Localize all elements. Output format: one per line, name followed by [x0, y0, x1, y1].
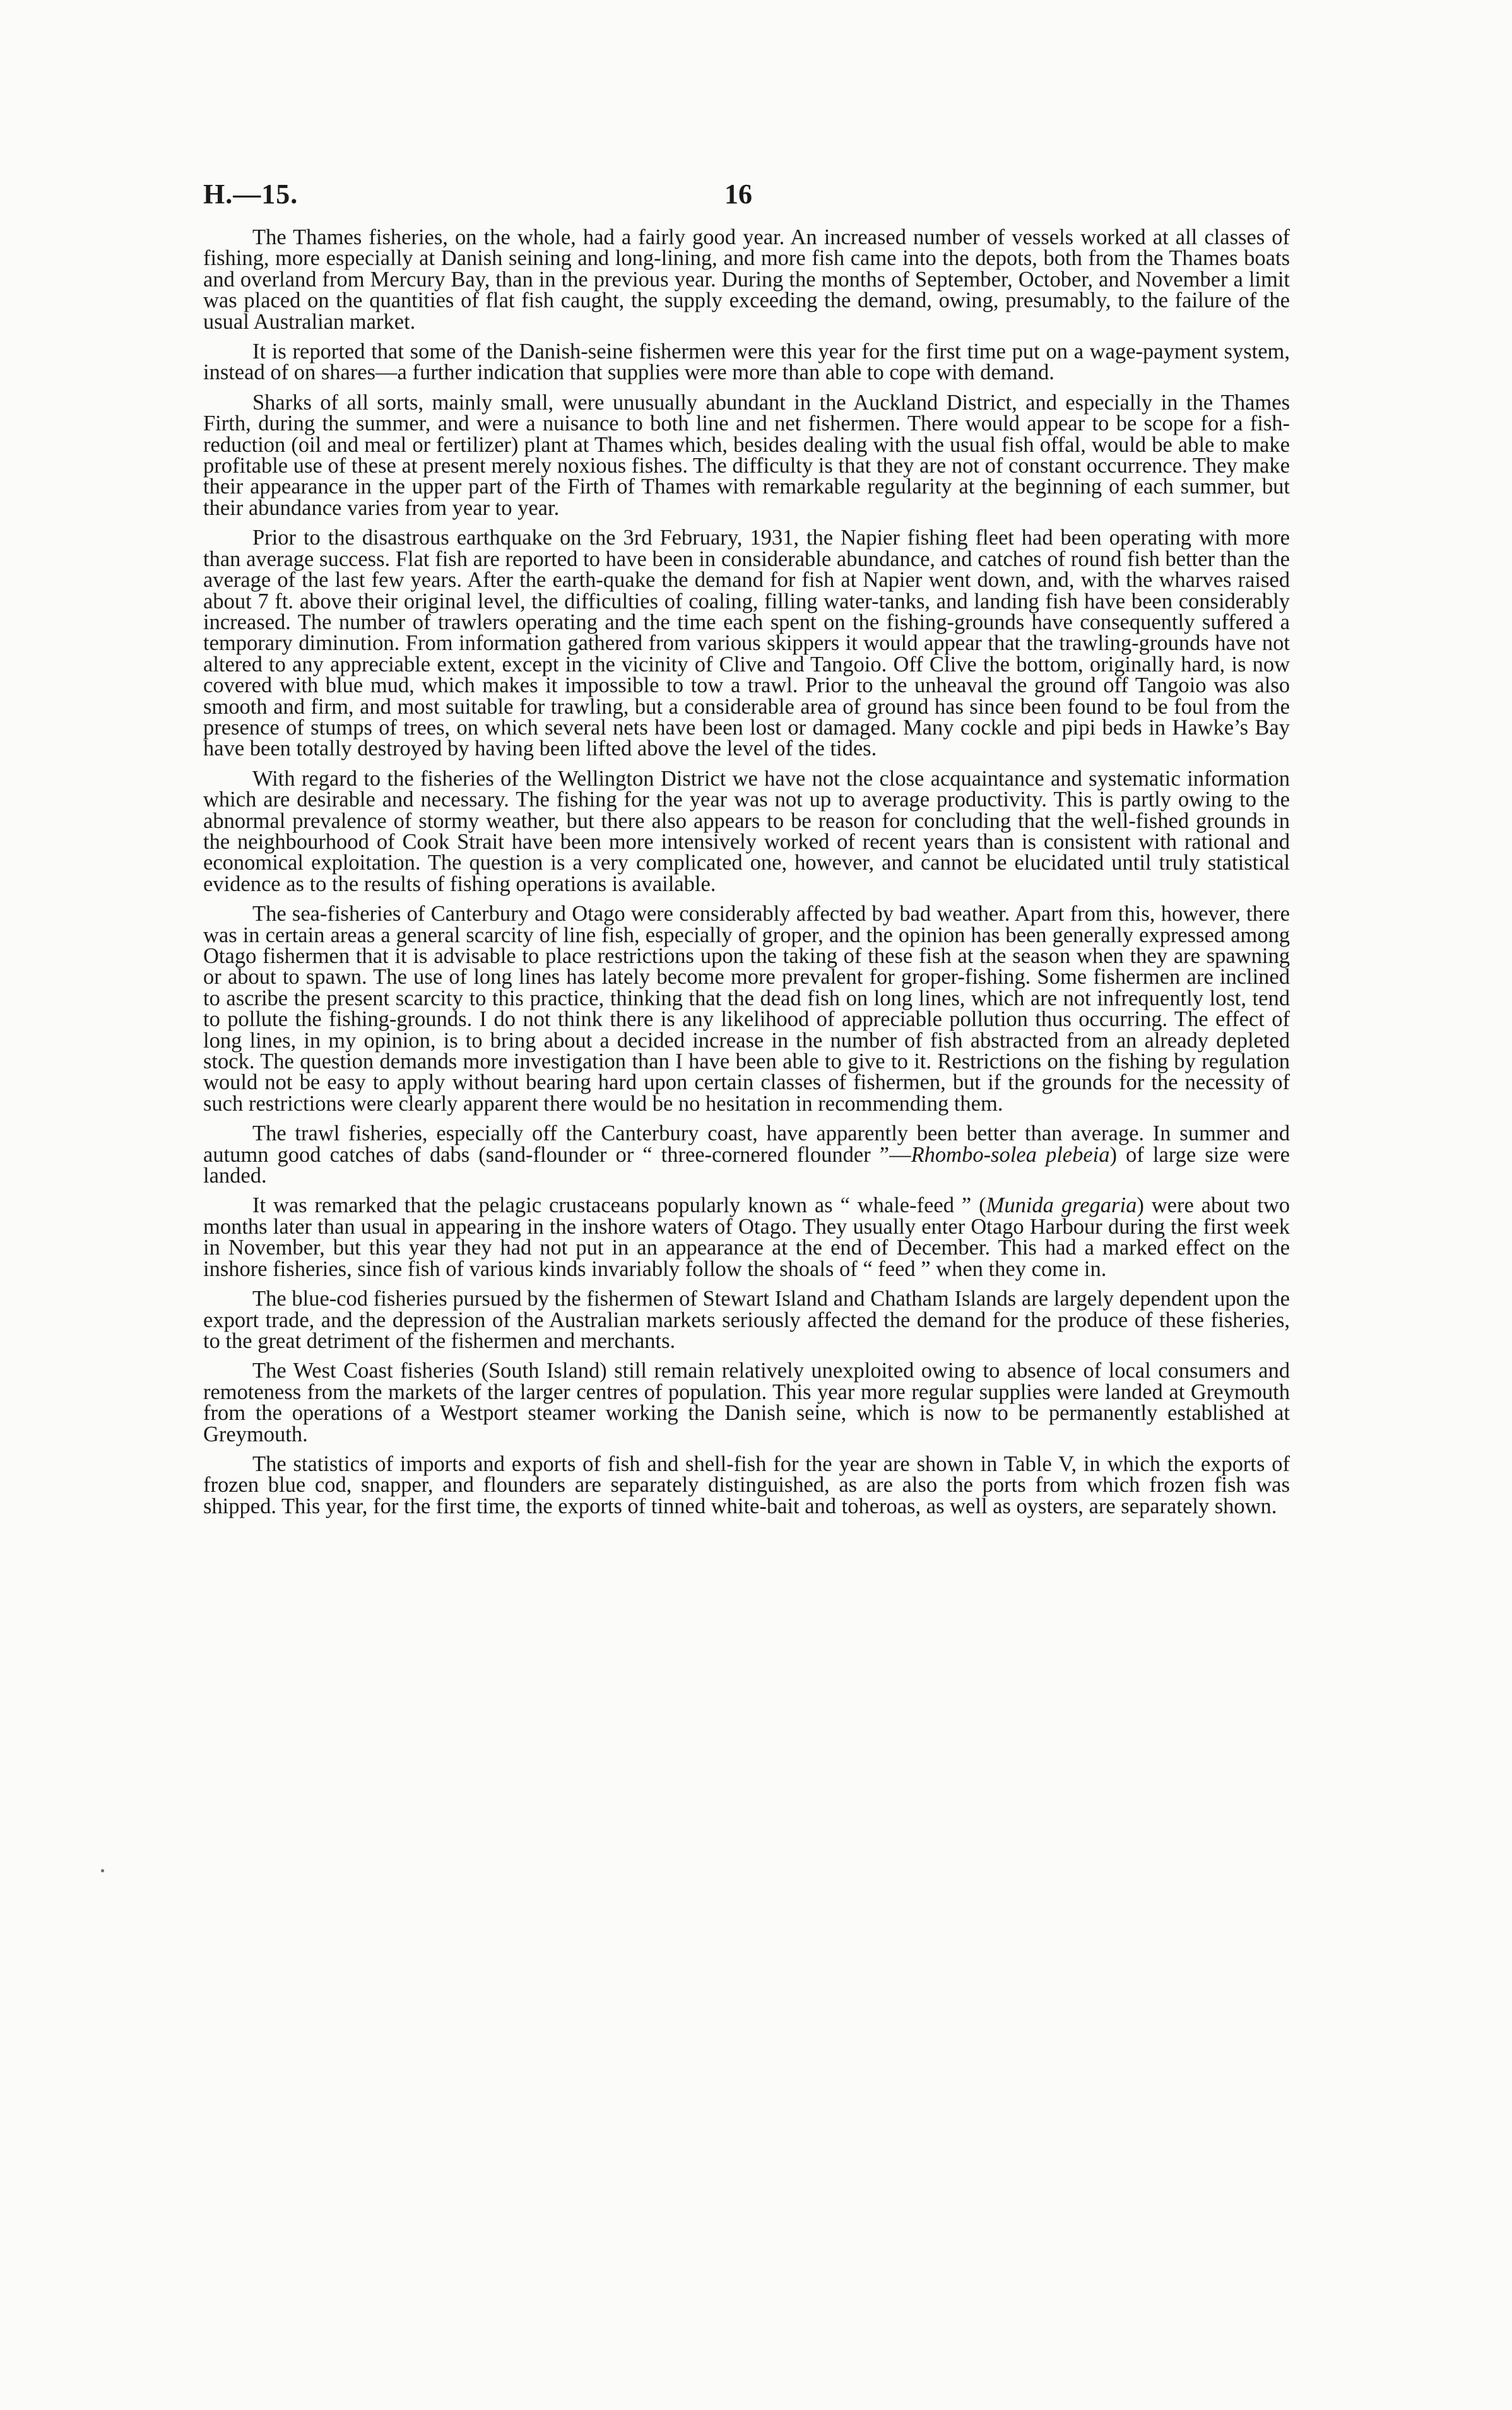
paragraph-west-coast: The West Coast fisheries (South Island) still remain relatively unexploited owing to absence of local consumers and remoteness from the markets of the larger centres of population. This year more regular supplies were landed at Greymouth from the operations of a Westport steamer working the Danish seine, which is now to be permanently established at Greymouth.	[203, 1359, 1290, 1446]
paragraph-whale-feed	[203, 1195, 1290, 1280]
paragraph-danish-seine-wages: It is reported that some of the Danish-seine fishermen were this year for the first time put on a wage-payment system, instead of on shares—a further indication that supplies were more than able to cope with demand.	[203, 340, 1290, 385]
paragraph-trawl-fisheries	[203, 1123, 1290, 1186]
paragraph-blue-cod: The blue-cod fisheries pursued by the fishermen of Stewart Island and Chatham Islands are largely dependent upon the export trade, and the depression of the Australian markets seriously affected the demand for the produce of these fisheries, to the great detriment of the fishermen and merchants.	[203, 1287, 1290, 1353]
paragraph-wellington-district: With regard to the fisheries of the Wellington District we have not the close acquaintance and systematic information which are desirable and necessary. The fishing for the year was not up to average productivity. This is partly owing to the abnormal prevalence of stormy weather, but there also appears to be reason for concluding that the well-fished grounds in the neighbourhood of Cook Strait have been more intensively worked of recent years than is consistent with rational and economical exploitation. The question is a very complicated one, however, and cannot be elucidated until truly statistical evidence as to the results of fishing operations is available.	[203, 766, 1290, 896]
paragraph-statistics: The statistics of imports and exports of fish and shell-fish for the year are shown in Table V, in which the exports of frozen blue cod, snapper, and flounders are separately distinguished, as are also the ports from which frozen fish was shipped. This year, for the first time, the exports of tinned white-bait and toheroas, as well as oysters, are separately shown.	[203, 1451, 1290, 1518]
margin-speck	[101, 1869, 104, 1872]
species-name: Munida gregaria	[986, 1193, 1137, 1218]
paragraph-text: The trawl fisheries, especially off the Canterbury coast, have apparently been better than average. In summer and autumn good catches of dabs (sand-flounder or “ three-cornered flounder ”—	[203, 1121, 1290, 1167]
page-number: 16	[724, 179, 752, 210]
paragraph-sharks: Sharks of all sorts, mainly small, were unusually abundant in the Auckland District, and especially in the Thames Firth, during the summer, and were a nuisance to both line and net fishermen. There would appear to be scope for a fish-reduction (oil and meal or fertilizer) plant at Thames which, besides dealing with the usual fish offal, would be able to make profitable use of these at present merely noxious fishes. The difficulty is that they are not of constant occurrence. They make their appearance in the upper part of the Firth of Thames with remarkable regularity at the beginning of each summer, but their abundance varies from year to year.	[203, 390, 1290, 520]
report-code: H.—15.	[203, 179, 298, 210]
paragraph-text: ) were about two months later than usual in appearing in the inshore waters of Otago. They usually enter Otago Harbour during the first week in November, but this year they had not put in an appearance at the end of December. This had a marked effect on the inshore fisheries, since fish of various kinds invariably follow the shoals of “ feed ” when they come in.	[203, 1193, 1290, 1281]
paragraph-napier-earthquake: Prior to the disastrous earthquake on the 3rd February, 1931, the Napier fishing fleet had been operating with more than average success. Flat fish are reported to have been in considerable abundance, and catches of round fish better than the average of the last few years. After the earth-quake the demand for fish at Napier went down, and, with the wharves raised about 7 ft. above their original level, the difficulties of coaling, filling water-tanks, and landing fish have been considerably increased. The number of trawlers operating and the time each spent on the fishing-grounds have consequently suffered a temporary diminution. From information gathered from various skippers it would appear that the trawling-grounds have not altered to any appreciable extent, except in the vicinity of Clive and Tangoio. Off Clive the bottom, originally hard, is now covered with blue mud, which makes it impossible to tow a trawl. Prior to the unheaval the ground off Tangoio was also smooth and firm, and most suitable for trawling, but a considerable area of ground has since been found to be foul from the presence of stumps of trees, on which several nets have been lost or damaged. Many cockle and pipi beds in Hawke’s Bay have been totally destroyed by having been lifted above the level of the tides.	[203, 526, 1290, 761]
paragraph-text: ) of large size were landed.	[203, 1142, 1290, 1188]
paragraph-thames-fisheries: The Thames fisheries, on the whole, had a fairly good year. An increased number of vessels worked at all classes of fishing, more especially at Danish seining and long-lining, and more fish came into the depots, both from the Thames boats and overland from Mercury Bay, than in the previous year. During the months of September, October, and November a limit was placed on the quantities of flat fish caught, the supply exceeding the demand, owing, presumably, to the failure of the usual Australian market.	[203, 225, 1290, 334]
body-text	[203, 227, 1290, 1526]
paragraph-canterbury-otago: The sea-fisheries of Canterbury and Otago were considerably affected by bad weather. Apart from this, however, there was in certain areas a general scarcity of line fish, especially of groper, and the opinion has been generally expressed among Otago fishermen that it is advisable to place restrictions upon the taking of these fish at the season when they are spawning or about to spawn. The use of long lines has lately become more prevalent for groper-fishing. Some fishermen are inclined to ascribe the present scarcity to this practice, thinking that the dead fish on long lines, which are not infrequently lost, tend to pollute the fishing-grounds. I do not think there is any likelihood of appreciable pollution thus occurring. The effect of long lines, in my opinion, is to bring about a decided increase in the number of fish abstracted from an already depleted stock. The question demands more investigation than I have been able to give to it. Restrictions on the fishing by regulation would not be easy to apply without bearing hard upon certain classes of fishermen, but if the grounds for the necessity of such restrictions were clearly apparent there would be no hesitation in recommending them.	[203, 902, 1290, 1116]
species-name: Rhombo-solea plebeia	[911, 1142, 1110, 1167]
paragraph-text: It was remarked that the pelagic crustaceans popularly known as “ whale-feed ” (	[252, 1193, 986, 1218]
